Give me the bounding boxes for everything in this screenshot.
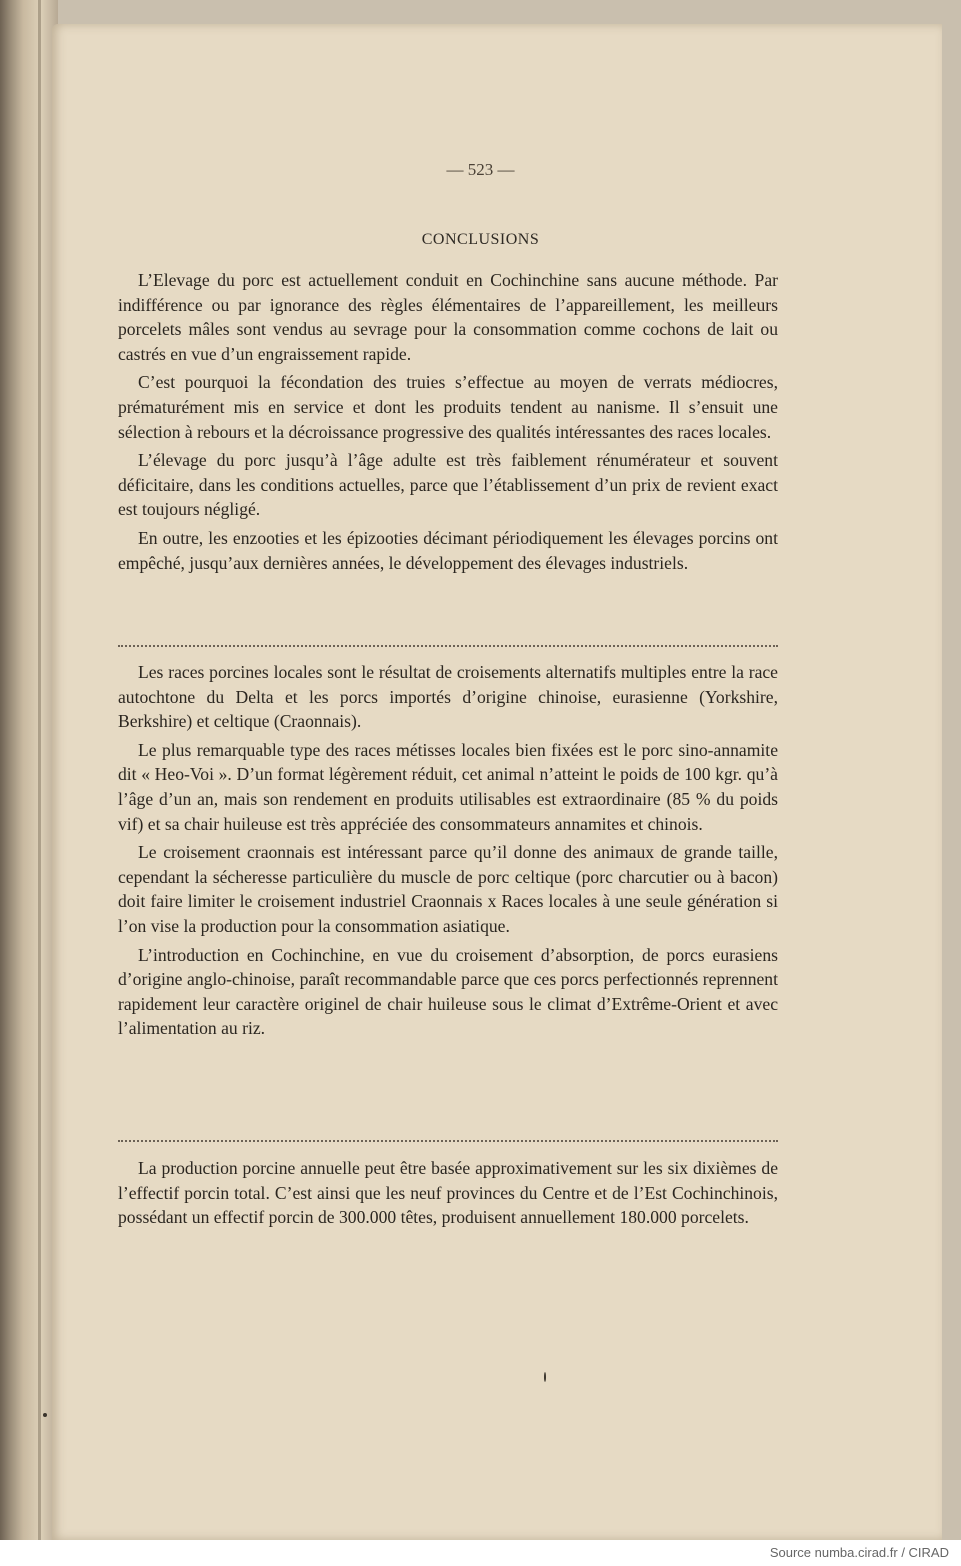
paragraph: Le plus remarquable type des races métisses locales bien fixées est le porc sino-annamite dit « Heo-Voi ». D’un format légèrement réduit, cet animal n’atteint le poids de 100 kgr. qu’à l’âge d’un an, mais son rendement en produits utilisables est extraordinaire (85 % du poids vif) et sa chair huileuse est très appréciée des consommateurs annamites et chinois. bbox=[118, 739, 778, 834]
text-block-2 bbox=[118, 660, 778, 1041]
source-credit: Source numba.cirad.fr / CIRAD bbox=[769, 1545, 949, 1560]
paragraph: En outre, les enzooties et les épizooties décimant périodiquement les élevages porcins ont empêché, jusqu’aux dernières années, le développement des élevages industriels. bbox=[118, 527, 778, 573]
text-block-3 bbox=[118, 1156, 778, 1230]
section-heading: CONCLUSIONS bbox=[421, 231, 540, 248]
text-block-1 bbox=[118, 268, 778, 575]
paper-speck bbox=[544, 1372, 546, 1382]
paragraph: Le croisement craonnais est intéressant parce qu’il donne des animaux de grande taille, cependant la sécheresse particulière du muscle de porc celtique (porc charcutier ou à bacon) doit faire limiter le croisement industriel Craonnais x Races locales à une seule génération si l’on vise la production pour la consommation asiatique. bbox=[118, 842, 778, 936]
paragraph: Les races porcines locales sont le résultat de croisements alternatifs multiples entre la race autochtone du Delta et les porcs importés d’origine chinoise, eurasienne (Yorkshire, Berkshire) et celtique (Craonnais). bbox=[118, 662, 778, 732]
page-number: — 523 — bbox=[446, 160, 515, 179]
dotted-separator bbox=[118, 645, 778, 649]
paragraph: C’est pourquoi la fécondation des truies s’effectue au moyen de verrats médiocres, prématurément mis en service et dont les produits tendent au nanisme. Il s’ensuit une sélection à rebours et la décroissance progressive des qualités intéressantes des races locales. bbox=[118, 372, 778, 442]
paragraph: L’Elevage du porc est actuellement conduit en Cochinchine sans aucune méthode. Par indifférence ou par ignorance des règles élémentaires de l’appareillement, les meilleurs porcelets mâles sont vendus au sevrage pour la consommation comme cochons de lait ou castrés en vue d’un engraissement rapide. bbox=[118, 270, 778, 364]
paragraph: La production porcine annuelle peut être basée approximativement sur les six dixièmes de l’effectif porcin total. C’est ainsi que les neuf provinces du Centre et de l’Est Cochinchinois, possédant un effectif porcin de 300.000 têtes, produisent annuellement 180.000 porcelets. bbox=[118, 1158, 778, 1228]
paper-speck bbox=[43, 1413, 47, 1417]
dotted-separator bbox=[118, 1140, 778, 1144]
paragraph: L’introduction en Cochinchine, en vue du croisement d’absorption, de porcs eurasiens d’origine anglo-chinoise, paraît recommandable parce que ces porcs perfectionnés reprennent rapidement leur caractère originel de chair huileuse sous le climat d’Extrême-Orient et avec l’alimentation au riz. bbox=[118, 944, 778, 1039]
paragraph: L’élevage du porc jusqu’à l’âge adulte est très faiblement rénumérateur et souvent déficitaire, dans les conditions actuelles, parce que l’établissement d’un prix de revient exact est toujours négligé. bbox=[118, 450, 778, 520]
